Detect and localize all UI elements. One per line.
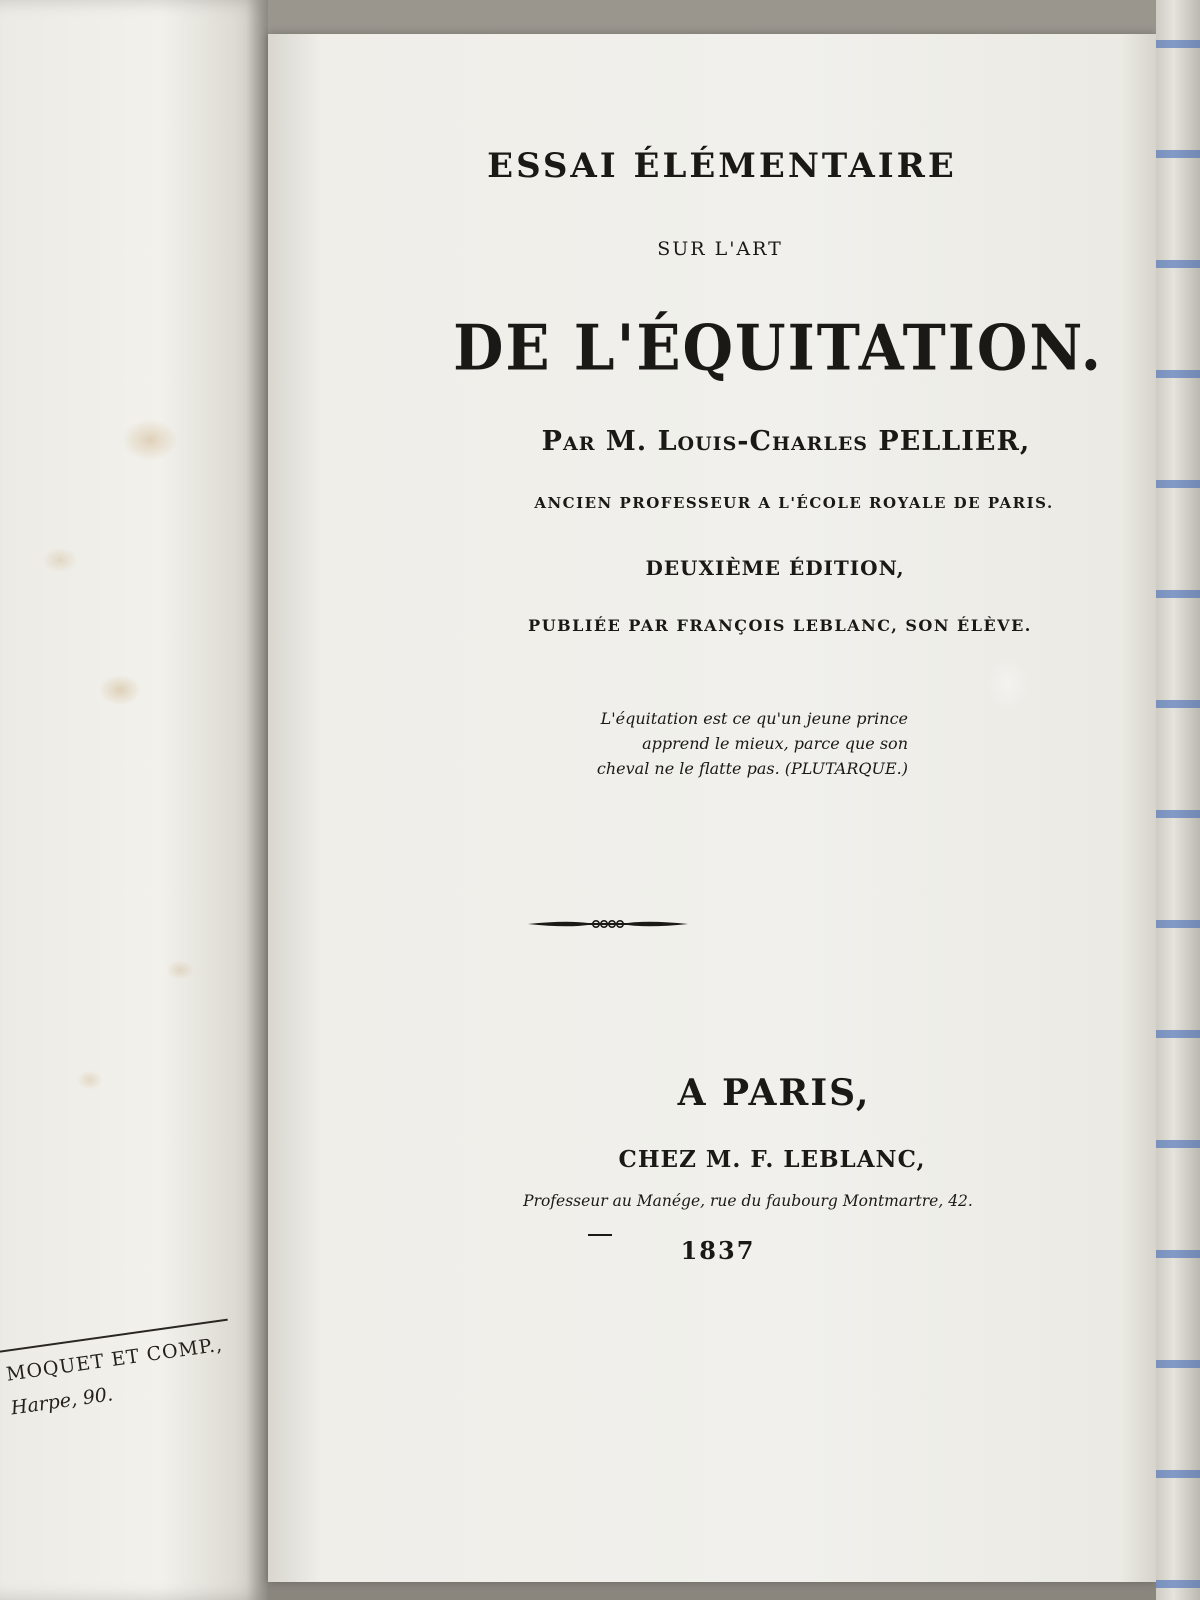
publisher-line: CHEZ M. F. LEBLANC, <box>618 1146 926 1173</box>
imprint-line-2: Harpe, 90. <box>9 1383 115 1420</box>
ornament-divider <box>526 912 690 936</box>
epigraph <box>568 706 908 781</box>
address-line: Professeur au Manége, rue du faubourg Montmartre, 42. <box>523 1192 973 1210</box>
title-line-sur-lart: SUR L'ART <box>657 238 783 260</box>
epigraph-line-1: L'équitation est ce qu'un jeune prince <box>600 709 908 728</box>
city-line: A PARIS, <box>677 1072 871 1114</box>
title-line-essai: ESSAI ÉLÉMENTAIRE <box>487 146 957 186</box>
title-line-equitation: DE L'ÉQUITATION. <box>453 311 1103 385</box>
publisher-note: PUBLIÉE PAR FRANÇOIS LEBLANC, SON ÉLÈVE. <box>528 616 1032 635</box>
left-facing-page <box>0 0 268 1600</box>
author-line: Par M. Louis-Charles PELLIER, <box>541 426 1031 457</box>
epigraph-line-2: apprend le mieux, parce que son <box>642 734 908 753</box>
printer-imprint <box>4 1325 251 1426</box>
epigraph-line-3: cheval ne le flatte pas. (PLUTARQUE.) <box>596 759 908 778</box>
title-page <box>268 34 1156 1582</box>
author-role: ANCIEN PROFESSEUR A L'ÉCOLE ROYALE DE PARIS. <box>534 494 1054 512</box>
publication-year: 1837 <box>680 1236 756 1265</box>
edition-line: DEUXIÈME ÉDITION, <box>645 556 905 580</box>
page-edges <box>1156 0 1200 1600</box>
imprint-line-1: MOQUET ET COMP., <box>4 1333 225 1386</box>
